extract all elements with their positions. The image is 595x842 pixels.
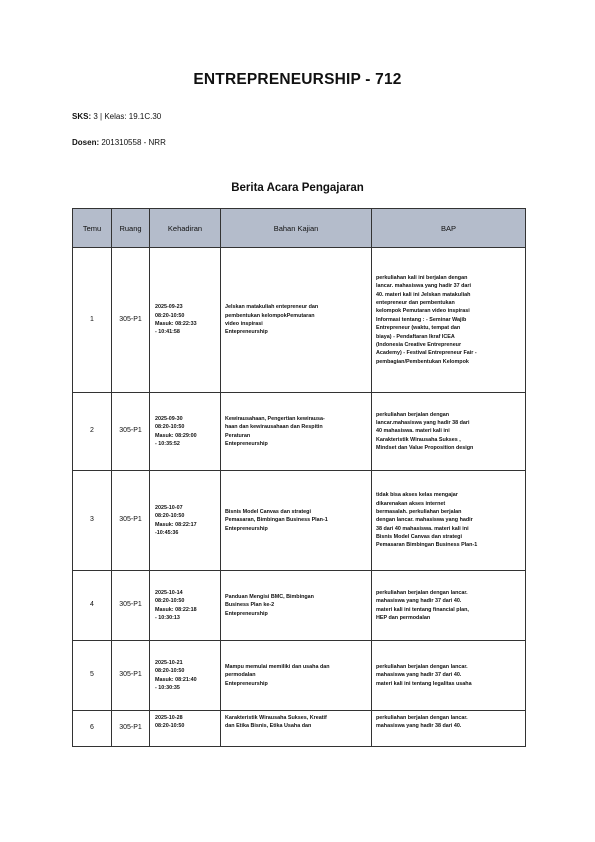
kehadiran-cell bbox=[150, 641, 221, 711]
bahan-kajian-cell bbox=[221, 641, 372, 711]
bahan-kajian-cell-line: Entepreneurship bbox=[225, 440, 268, 447]
kehadiran-cell-line: 2025-09-30 bbox=[155, 415, 183, 422]
table-row bbox=[73, 393, 526, 471]
temu-cell: 4 bbox=[73, 571, 112, 641]
document-title: ENTREPRENEURSHIP - 712 bbox=[193, 71, 402, 88]
temu-cell: 3 bbox=[73, 471, 112, 571]
bahan-kajian-cell-line: pembentukan kelompokPemutaran bbox=[225, 312, 315, 319]
bahan-kajian-cell-line: Pemasaran, Bimbingan Business Plan-1 bbox=[225, 517, 328, 524]
bap-cell-line: mahasiswa yang hadir 37 dari 40. bbox=[376, 672, 462, 679]
bap-cell-line: Karakteristik Wirausaha Sukses , bbox=[376, 436, 461, 443]
temu-cell: 6 bbox=[73, 711, 112, 747]
bap-cell-line: biaya) - Pendaftaran Ikraf ICEA bbox=[376, 333, 455, 340]
bahan-kajian-cell bbox=[221, 393, 372, 471]
bap-cell-line: bermasalah. perkuliahan berjalan bbox=[376, 508, 462, 515]
table-row bbox=[73, 711, 526, 747]
bap-cell-line: materi kali ini tentang legalitas usaha bbox=[376, 680, 472, 687]
bap-cell bbox=[372, 248, 526, 393]
ruang-cell: 305-P1 bbox=[112, 711, 150, 747]
kehadiran-cell-line: Masuk: 08:22:33 bbox=[155, 321, 197, 327]
kehadiran-cell bbox=[150, 471, 221, 571]
bahan-kajian-cell-line: Entepreneurship bbox=[225, 610, 268, 617]
bahan-kajian-cell-line: Business Plan ke-2 bbox=[225, 602, 275, 609]
bap-cell bbox=[372, 471, 526, 571]
bahan-kajian-cell-line: Karakteristik Wirausaha Sukses, Kreatif bbox=[225, 715, 327, 721]
table-row bbox=[73, 471, 526, 571]
kehadiran-cell bbox=[150, 711, 221, 747]
kehadiran-cell-line: 08:20-10:50 bbox=[155, 668, 185, 675]
bap-cell-line: kelompok Pemutaran video inspirasi bbox=[376, 308, 470, 315]
header-temu: Temu bbox=[73, 209, 112, 248]
bap-cell-line: mahasiswa yang hadir 37 dari 40. bbox=[376, 598, 462, 605]
bap-cell-line: Entrepreneur (waktu, tempat dan bbox=[376, 325, 461, 332]
bap-cell bbox=[372, 641, 526, 711]
bap-cell-line: lancar.mahasiswa yang hadir 38 dari bbox=[376, 419, 470, 426]
bap-cell-line: (Indonesia Creative Entrepreneur bbox=[376, 341, 462, 348]
bap-cell-line: Bisnis Model Canvas dan strategi bbox=[376, 534, 462, 541]
kehadiran-cell-line: 2025-09-23 bbox=[155, 304, 183, 311]
header-bahan-kajian: Bahan Kajian bbox=[221, 209, 372, 248]
ruang-cell: 305-P1 bbox=[112, 248, 150, 393]
bahan-kajian-cell-line: Panduan Mengisi BMC, Bimbingan bbox=[225, 593, 314, 600]
bap-cell-line: dengan lancar. mahasiswa yang hadir bbox=[376, 517, 473, 524]
bap-cell-line: Pemasaran Bimbingan Business Plan-1 bbox=[376, 542, 478, 549]
kehadiran-cell bbox=[150, 571, 221, 641]
table-row bbox=[73, 248, 526, 393]
kehadiran-cell bbox=[150, 393, 221, 471]
sks-value: 3 | Kelas: 19.1C.30 bbox=[93, 112, 162, 121]
bahan-kajian-cell-line: Kewirausahaan, Pengertian kewirausa- bbox=[225, 415, 325, 422]
bahan-kajian-cell bbox=[221, 571, 372, 641]
bap-cell-line: tidak bisa akses kelas mengajar bbox=[376, 492, 458, 499]
bap-cell-line: materi kali ini tentang financial plan, bbox=[376, 606, 469, 613]
bap-cell bbox=[372, 393, 526, 471]
ruang-cell: 305-P1 bbox=[112, 571, 150, 641]
kehadiran-cell-line: - 10:30:13 bbox=[155, 614, 180, 621]
bahan-kajian-cell-line: Bisnis Model Canvas dan strategi bbox=[225, 508, 311, 515]
bahan-kajian-cell bbox=[221, 711, 372, 747]
bap-cell-line: perkuliahan berjalan dengan lancar. bbox=[376, 715, 468, 721]
kehadiran-cell-line: 2025-10-14 bbox=[155, 589, 183, 596]
kehadiran-cell-line: 08:20-10:50 bbox=[155, 312, 185, 319]
bap-table bbox=[72, 208, 526, 747]
bahan-kajian-cell-line: Jelskan matakuliah entepreneur dan bbox=[225, 304, 319, 311]
sks-label: SKS: bbox=[72, 112, 92, 121]
temu-cell: 5 bbox=[73, 641, 112, 711]
kehadiran-cell-line: 2025-10-28 bbox=[155, 715, 183, 721]
bap-cell-line: dikarenakan akses internet bbox=[376, 500, 446, 507]
bap-cell-line: Academy) - Festival Entrepreneur Fair - bbox=[376, 350, 477, 357]
kehadiran-cell bbox=[150, 248, 221, 393]
bap-cell-line: Mindset dan Value Proposition design bbox=[376, 445, 474, 452]
kehadiran-cell-line: 2025-10-07 bbox=[155, 504, 183, 511]
bahan-kajian-cell bbox=[221, 471, 372, 571]
table-row bbox=[73, 641, 526, 711]
bap-cell-line: perkuliahan kali ini berjalan dengan bbox=[376, 274, 468, 281]
kehadiran-cell-line: - 10:35:52 bbox=[155, 440, 180, 447]
bap-cell-line: HEP dan permodalan bbox=[376, 614, 431, 621]
bahan-kajian-cell-line: Mampu memulai memiliki dan usaha dan bbox=[225, 663, 330, 670]
bap-cell-line: lancar. mahasiswa yang hadir 37 dari bbox=[376, 283, 471, 290]
kehadiran-cell-line: Masuk: 08:21:40 bbox=[155, 676, 197, 683]
bap-cell-line: perkuliahan berjalan dengan lancar. bbox=[376, 663, 468, 670]
dosen-line bbox=[72, 138, 166, 147]
bahan-kajian-cell-line: Entepreneurship bbox=[225, 680, 268, 687]
bahan-kajian-cell-line: video inspirasi bbox=[225, 321, 263, 327]
kehadiran-cell-line: 2025-10-21 bbox=[155, 659, 183, 666]
table-header-row bbox=[73, 209, 526, 248]
kehadiran-cell-line: Masuk: 08:22:17 bbox=[155, 521, 197, 528]
bap-cell-line: mahasiswa yang hadir 38 dari 40. bbox=[376, 723, 462, 730]
bahan-kajian-cell-line: Peraturan bbox=[225, 432, 251, 439]
bahan-kajian-cell-line: Entepreneurship bbox=[225, 525, 268, 532]
bap-cell-line: Informasi tentang : - Seminar Wajib bbox=[376, 316, 467, 323]
bap-cell-line: pembagian/Pembentukan Kelompok bbox=[376, 358, 469, 365]
kehadiran-cell-line: - 10:41:58 bbox=[155, 329, 180, 336]
kehadiran-cell-line: 08:20-10:50 bbox=[155, 513, 185, 520]
temu-cell: 2 bbox=[73, 393, 112, 471]
kehadiran-cell-line: -10:45:36 bbox=[155, 529, 179, 536]
kehadiran-cell-line: 08:20-10:50 bbox=[155, 723, 185, 730]
bap-cell-line: perkuliahan berjalan dengan bbox=[376, 411, 450, 418]
bap-cell-line: perkuliahan berjalan dengan lancar. bbox=[376, 589, 468, 596]
bahan-kajian-cell-line: permodalan bbox=[225, 672, 256, 679]
sks-line bbox=[72, 112, 161, 121]
kehadiran-cell-line: Masuk: 08:22:18 bbox=[155, 606, 197, 613]
ruang-cell: 305-P1 bbox=[112, 641, 150, 711]
bap-cell-line: 40. materi kali ini Jelskan matakuliah bbox=[376, 291, 471, 298]
dosen-value: 201310558 - NRR bbox=[101, 138, 166, 147]
kehadiran-cell-line: 08:20-10:50 bbox=[155, 598, 185, 605]
dosen-label: Dosen: bbox=[72, 138, 100, 147]
bap-cell-line: 38 dari 40 mahasiswa. materi kali ini bbox=[376, 525, 469, 532]
header-bap: BAP bbox=[372, 209, 526, 248]
bap-cell bbox=[372, 571, 526, 641]
bap-cell bbox=[372, 711, 526, 747]
bahan-kajian-cell-line: dan Etika Bisnis, Etika Usaha dan bbox=[225, 723, 312, 730]
bap-cell-line: 40 mahasiswa. materi kali ini bbox=[376, 428, 450, 435]
section-title: Berita Acara Pengajaran bbox=[231, 182, 364, 194]
kehadiran-cell-line: - 10:30:35 bbox=[155, 684, 180, 691]
bap-cell-line: entepreneur dan pembentukan bbox=[376, 300, 455, 307]
table-row bbox=[73, 571, 526, 641]
ruang-cell: 305-P1 bbox=[112, 393, 150, 471]
bahan-kajian-cell-line: haan dan kewirausahaan dan Respitin bbox=[225, 424, 323, 431]
ruang-cell: 305-P1 bbox=[112, 471, 150, 571]
header-kehadiran: Kehadiran bbox=[150, 209, 221, 248]
kehadiran-cell-line: Masuk: 08:29:00 bbox=[155, 432, 197, 439]
header-ruang: Ruang bbox=[112, 209, 150, 248]
bahan-kajian-cell bbox=[221, 248, 372, 393]
temu-cell: 1 bbox=[73, 248, 112, 393]
kehadiran-cell-line: 08:20-10:50 bbox=[155, 424, 185, 431]
bahan-kajian-cell-line: Entepreneurship bbox=[225, 329, 268, 336]
